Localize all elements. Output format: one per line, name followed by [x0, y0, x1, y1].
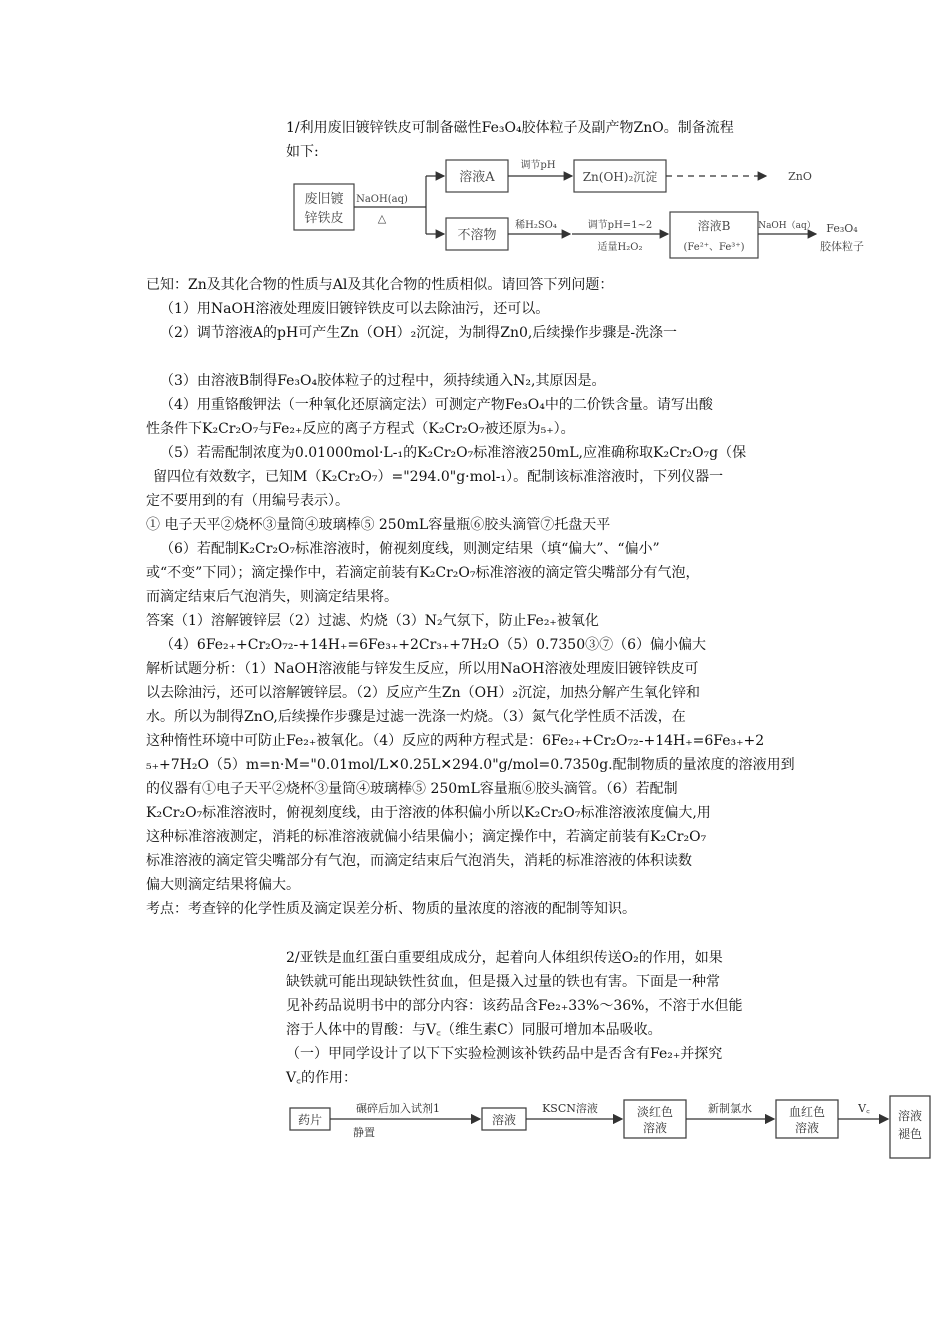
flow2-kscn: KSCN溶液: [542, 1102, 598, 1115]
flow2-blood-red-a: 血红色: [788, 1105, 826, 1119]
q1-line: 已知：Zn及其化合物的性质与Al及其化合物的性质相似。请回答下列问题：: [146, 277, 614, 293]
flow2-vc: V꜀: [858, 1102, 870, 1115]
q1-analysis-line: 标准溶液的滴定管尖嘴部分有气泡，而滴定结束后气泡消失，消耗的标准溶液的体积读数: [146, 853, 692, 869]
q2-flow-diagram: [286, 1092, 936, 1164]
q1-answer-line: （4）6Fe₂₊+Cr₂O₇₂-+14H₊=6Fe₃₊+2Cr₃₊+7H₂O（5）0.7350③⑦（6）偏小偏大: [160, 637, 707, 653]
q2-line: （一）甲同学设计了以下下实验检测该补铁药品中是否含有Fe₂₊并探究: [286, 1046, 723, 1062]
q1-analysis-line: 偏大则滴定结果将偏大。: [146, 877, 300, 893]
flow2-tablet: 药片: [297, 1113, 323, 1127]
q1-flow-diagram: [290, 154, 880, 266]
q1-line: 性条件下K₂Cr₂O₇与Fe₂₊反应的离子方程式（K₂Cr₂O₇被还原为₅₊）。: [146, 421, 575, 437]
flow-delta: △: [377, 212, 387, 225]
q1-analysis-line: 的仪器有①电子天平②烧杯③量筒④玻璃棒⑤ 250mL容量瓶⑥胶头滴管。（6）若配制: [146, 781, 678, 797]
q1-key-point: 考点：考查锌的化学性质及滴定误差分析、物质的量浓度的溶液的配制等知识。: [146, 901, 636, 917]
q1-line: （1）用NaOH溶液处理废旧镀锌铁皮可以去除油污，还可以。: [160, 301, 550, 317]
q1-flow-svg: [290, 154, 880, 266]
q1-analysis-line: 这种惰性环境中可防止Fe₂₊被氧化。（4）反应的两种方程式是：6Fe₂₊+Cr₂O₇₂-+14H₊=6Fe₃₊+2: [146, 733, 765, 749]
q1-answer-line: 答案（1）溶解镀锌层（2）过滤、灼烧（3）N₂气氛下，防止Fe₂₊被氧化: [146, 613, 599, 629]
flow2-faded-a: 溶液: [897, 1109, 923, 1123]
flow-zno: ZnO: [788, 170, 812, 183]
q1-line: （3）由溶液B制得Fe₃O₄胶体粒子的过程中，须持续通入N₂,其原因是。: [160, 373, 606, 389]
q1-analysis-line: 解析试题分析：（1）NaOH溶液能与锌发生反应，所以用NaOH溶液处理废旧镀锌铁皮可: [146, 661, 699, 677]
flow2-faded-b: 褪色: [897, 1127, 923, 1141]
q1-body: [146, 273, 816, 921]
flow-solution-b: 溶液B: [697, 219, 731, 233]
flow2-solution: 溶液: [491, 1113, 517, 1127]
flow2-step1-b: 静置: [353, 1126, 375, 1139]
q2-line: 见补药品说明书中的部分内容：该药品含Fe₂₊33%〜36%，不溶于水但能: [286, 998, 743, 1014]
q1-line: （4）用重铬酸钾法（一种氧化还原滴定法）可测定产物Fe₃O₄中的二价铁含量。请写出酸: [160, 397, 713, 413]
flow2-chlorine: 新制氯水: [708, 1102, 752, 1115]
q2-line: 缺铁就可能出现缺铁性贫血，但是摄入过量的铁也有害。下面是一种常: [286, 974, 720, 990]
q1-line: 留四位有效数字，已知M（K₂Cr₂O₇）="294.0"g·mol-₁）。配制该标准溶液时，下列仪器一: [153, 469, 724, 485]
flow-solution-a: 溶液A: [459, 170, 495, 185]
q1-intro-line-1: 1/利用废旧镀锌铁皮可制备磁性Fe₃O₄胶体粒子及副产物ZnO。制备流程: [286, 120, 734, 136]
q2-line: 溶于人体中的胃酸：与V꜀（维生素C）同服可增加本品吸收。: [286, 1022, 662, 1038]
q2-flow-svg: [286, 1092, 936, 1164]
flow-h2o2: 适量H₂O₂: [597, 242, 643, 253]
flow-naoh2: NaOH（aq）: [758, 221, 816, 231]
q1-line: 或“不变”下同）；滴定操作中，若滴定前装有K₂Cr₂O₇标准溶液的滴定管尖嘴部分有气泡，: [146, 565, 700, 581]
q1-line: [146, 345, 816, 369]
q2-line: 2/亚铁是血红蛋白重要组成成分，起着向人体组织传送O₂的作用，如果: [286, 950, 723, 966]
q1-analysis-line: 水。所以为制得ZnO,后续操作步骤是过滤一洗涤一灼烧。（3）氮气化学性质不活泼，在: [146, 709, 686, 725]
flow-product-b: 胶体粒子: [820, 240, 864, 253]
flow-product-a: Fe₃O₄: [826, 222, 858, 235]
flow2-step1-a: 碾碎后加入试剂1: [356, 1102, 440, 1115]
flow-adjust-ph2: 调节pH=1~2: [587, 220, 653, 231]
q1-line: （6）若配制K₂Cr₂O₇标准溶液时，俯视刻度线，则测定结果（填“偏大”、“偏小”: [160, 541, 660, 557]
q2-line: V꜀的作用：: [286, 1070, 357, 1086]
q1-analysis-line: 这种标准溶液测定，消耗的标准溶液就偏小结果偏小；滴定操作中，若滴定前装有K₂Cr₂O₇: [146, 829, 707, 845]
q1-analysis-line: ₅₊+7H₂O（5）m=n·M="0.01mol/L✕0.25L✕294.0"g/mol=0.7350g.配制物质的量浓度的溶液用到: [146, 757, 795, 773]
q1-line: （5）若需配制浓度为0.01000mol·L-₁的K₂Cr₂O₇标准溶液250mL,应准确称取K₂Cr₂O₇g（保: [160, 445, 747, 461]
q1-line: 而滴定结束后气泡消失，则滴定结果将。: [146, 589, 398, 605]
q1-line: （2）调节溶液A的pH可产生Zn（OH）₂沉淀，为制得Zn0,后续操作步骤是-洗涤一: [160, 325, 678, 341]
flow-naoh: NaOH(aq): [356, 194, 408, 205]
flow-solution-b-ions: (Fe²⁺、Fe³⁺): [683, 242, 745, 253]
q1-analysis-line: K₂Cr₂O₇标准溶液时，俯视刻度线，由于溶液的体积偏小所以K₂Cr₂O₇标准溶液浓度偏大,用: [146, 805, 711, 821]
flow-start-text-a: 废旧镀: [304, 192, 344, 207]
flow2-light-red-a: 淡红色: [636, 1105, 674, 1119]
flow-adjust-ph: 调节pH: [520, 160, 556, 171]
q1-line: 定不要用到的有（用编号表示）。: [146, 493, 349, 509]
q1-intro-line-2: 如下:: [286, 144, 319, 160]
q2-body: [286, 946, 816, 1090]
q1-analysis-line: 以去除油污，还可以溶解镀锌层。（2）反应产生Zn（OH）₂沉淀，加热分解产生氧化锌和: [146, 685, 700, 701]
flow-zn-oh: Zn(OH)₂沉淀: [582, 170, 658, 184]
flow2-light-red-b: 溶液: [642, 1121, 668, 1135]
flow-insoluble: 不溶物: [457, 228, 497, 243]
q1-line: ① 电子天平②烧杯③量筒④玻璃棒⑤ 250mL容量瓶⑥胶头滴管⑦托盘天平: [146, 517, 611, 533]
flow2-blood-red-b: 溶液: [794, 1121, 820, 1135]
flow-dilute-acid: 稀H₂SO₄: [515, 220, 557, 231]
flow-start-text-b: 锌铁皮: [304, 211, 344, 226]
